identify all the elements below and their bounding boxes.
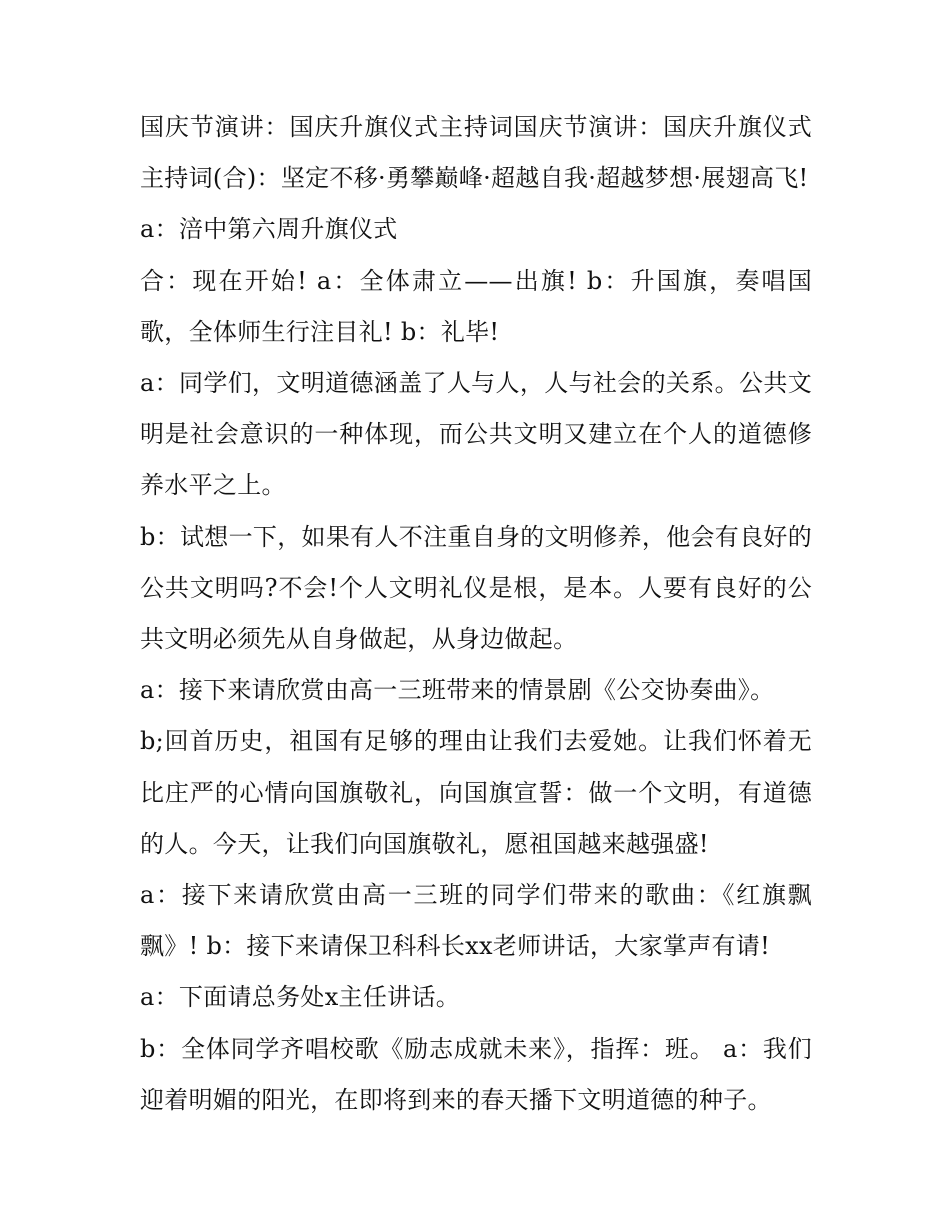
paragraph-history: b;回首历史，祖国有足够的理由让我们去爱她。让我们怀着无比庄严的心情向国旗敬礼，向国旗宣誓：做一个文明，有道德的人。今天，让我们向国旗敬礼，愿祖国越来越强盛! <box>140 727 812 858</box>
paragraph-speech: a：下面请总务处x主任讲话。 <box>140 983 461 1012</box>
paragraph-civility: a：同学们，文明道德涵盖了人与人，人与社会的关系。公共文明是社会意识的一种体现，而公共文明又建立在个人的道德修养水平之上。 <box>140 369 812 500</box>
document-body <box>140 102 812 1126</box>
paragraph-self-cultivation: b：试想一下，如果有人不注重自身的文明修养，他会有良好的公共文明吗?不会!个人文明礼仪是根，是本。人要有良好的公共文明必须先从自身做起，从身边做起。 <box>140 522 812 654</box>
paragraph-ceremony-name: a：涪中第六周升旗仪式 <box>140 215 398 244</box>
paragraph-school-song: b：全体同学齐唱校歌《励志成就未来》，指挥：班。 a：我们迎着明媚的阳光，在即将到来的春天播下文明道德的种子。 <box>140 1034 812 1114</box>
paragraph-title: 国庆节演讲：国庆升旗仪式主持词国庆节演讲：国庆升旗仪式主持词(合)：坚定不移·勇攀巅峰·超越自我·超越梦想·展翅高飞! <box>140 113 812 193</box>
paragraph-drama: a：接下来请欣赏由高一三班带来的情景剧《公交协奏曲》。 <box>140 676 775 705</box>
paragraph-song: a：接下来请欣赏由高一三班的同学们带来的歌曲：《红旗飘飘》! b：接下来请保卫科科长xx老师讲话，大家掌声有请! <box>140 881 812 961</box>
paragraph-opening: 合：现在开始! a：全体肃立——出旗! b：升国旗，奏唱国歌，全体师生行注目礼! b：礼毕! <box>140 266 812 346</box>
